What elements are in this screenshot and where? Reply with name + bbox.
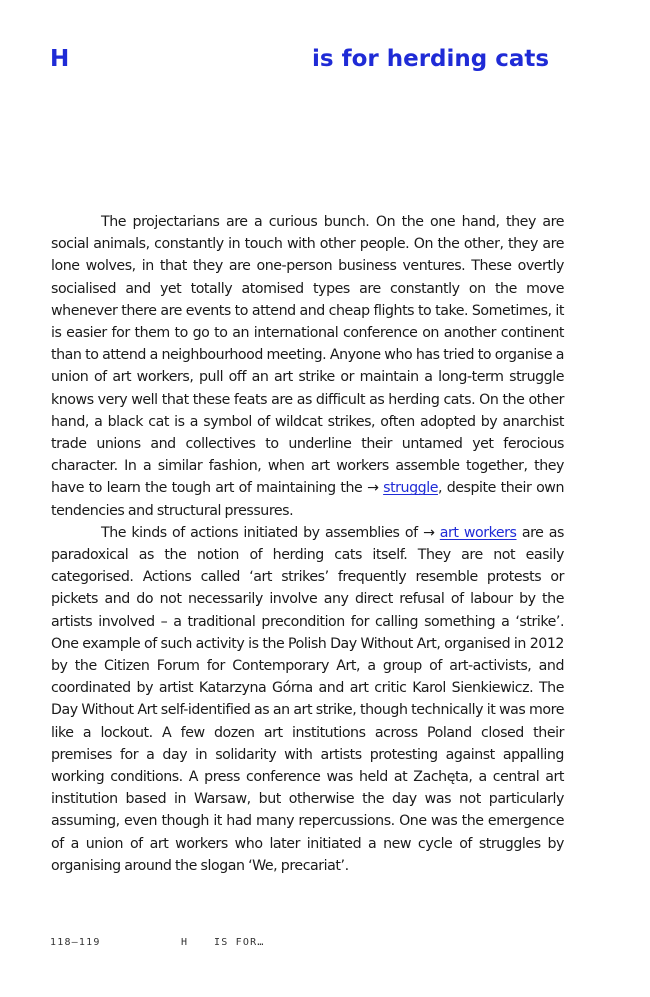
paragraph-1: [51, 211, 564, 522]
cross-reference-arrow-icon: →: [367, 480, 379, 497]
chapter-letter: H: [50, 46, 70, 72]
paragraph-1-text: The projectarians are a curious bunch. On the one hand, they are social animals, constantly in touch with other people. On the other, they are lone wolves, in that they are one-person business ventures. These overtly socialised and yet totally atomised types are constantly on the move whenever there are events to attend and cheap flights to take. Sometimes, it is easier for them to go to an international conference on another continent than to attend a neighbourhood meeting. Anyone who has tried to organise a union of art workers, pull off an art strike or maintain a long-term struggle knows very well that these feats are as difficult as herding cats. On the other hand, a black cat is a symbol of wildcat strikes, often adopted by anarchist trade unions and collectives to underline their untamed yet ferocious character. In a similar fashion, when art workers assemble together, they have to learn the tough art of maintaining the: [51, 214, 564, 497]
page-numbers: 118–119: [50, 937, 101, 948]
chapter-title: is for herding cats: [312, 46, 550, 72]
link-struggle[interactable]: struggle: [383, 480, 438, 497]
paragraph-2-text-end: are as paradoxical as the notion of herding cats itself. They are not easily categorised. Actions called ‘art strikes’ frequently resemble protests or pickets and do not necessarily involve any direct refusal of labour by the artists involved – a traditional precondition for calling something a ‘strike’. One example of such activity is the Polish Day Without Art, organised in 2012 by the Citizen Forum for Contemporary Art, a group of art-activists, and coordinated by artist Katarzyna Górna and art critic Karol Sienkiewicz. The Day Without Art self-identified as an art strike, though technically it was more like a lockout. A few dozen art institutions across Poland closed their premises for a day in solidarity with artists protesting against appalling working conditions. A press conference was held at Zachęta, a central art institution based in Warsaw, but otherwise the day was not particularly assuming, even though it had many repercussions. One was the emergence of a union of art workers who later initiated a new cycle of struggles by organising around the slogan ‘We, precariat’.: [51, 524, 564, 874]
paragraph-2: [51, 522, 564, 877]
paragraph-1-text-end: , despite their own tendencies and structural pressures.: [51, 480, 564, 519]
footer-letter: H: [181, 937, 189, 948]
link-art-workers[interactable]: art workers: [439, 524, 517, 541]
footer-section-title: IS FOR…: [214, 937, 265, 948]
cross-reference-arrow-icon: →: [422, 524, 435, 541]
body-text: [51, 211, 564, 877]
paragraph-2-text: The kinds of actions initiated by assemblies of: [101, 524, 423, 541]
